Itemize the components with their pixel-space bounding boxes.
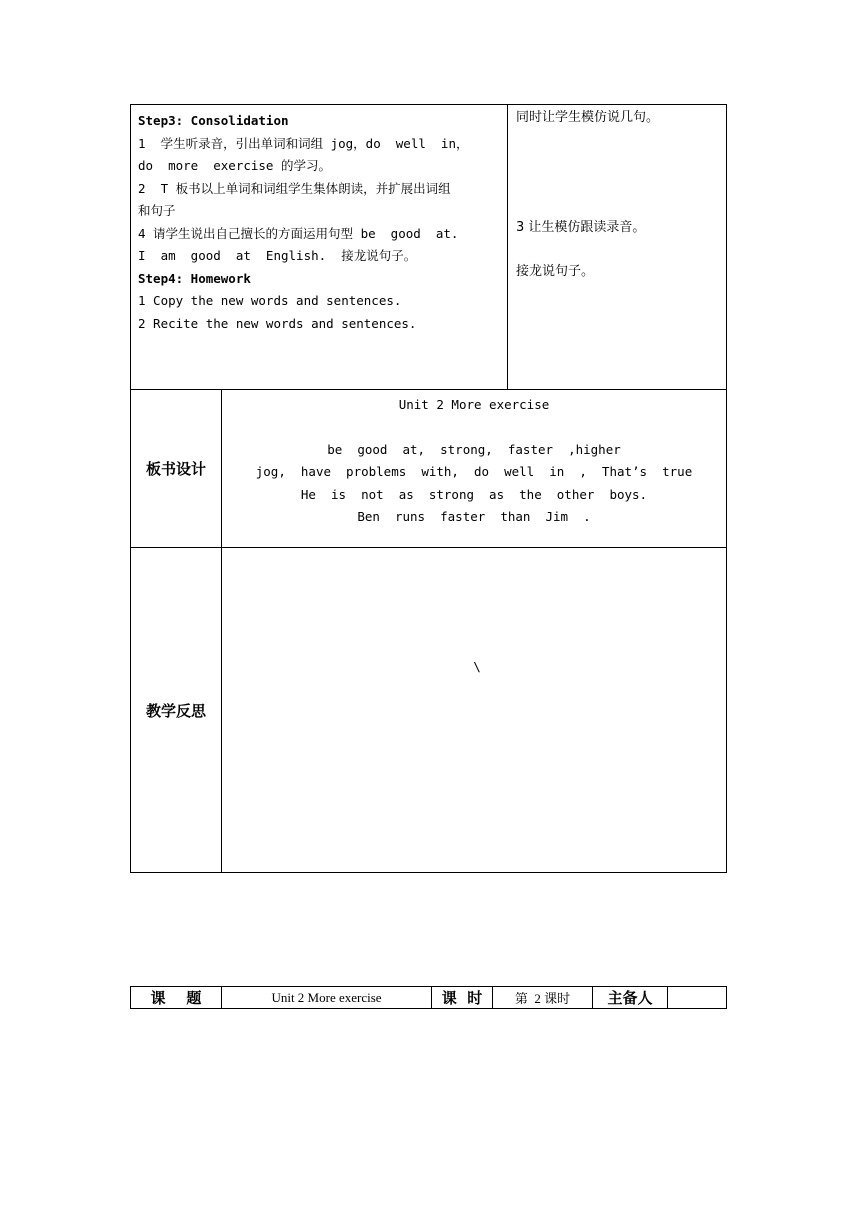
board-line: Ben runs faster than Jim . [357,509,591,524]
procedure-line: 1 学生听录音，引出单词和词组 jog，do well in， [138,135,469,151]
note-3: 接龙说句子。 [516,264,595,279]
reflection-cell [222,548,727,873]
reflection-mark: \ [473,659,481,674]
board-line: He is not as strong as the other boys. [300,486,648,502]
procedure-line: do more exercise 的学习。 [138,158,331,173]
procedure-line: I am good at English. 接龙说句子。 [138,248,417,263]
homework-line: 1 Copy the new words and sentences. [138,293,402,308]
procedure-cell [131,105,508,390]
homework-line: 2 Recite the new words and sentences. [138,315,417,331]
author-value [668,987,727,1009]
board-line: be good at, strong, faster ,higher [327,441,621,457]
procedure-line: 2 T 板书以上单词和词组学生集体朗读，并扩展出词组 [138,180,451,196]
topic-label: 课 题 [131,987,222,1009]
notes-cell [508,105,727,390]
procedure-line: 4 请学生说出自己擅长的方面运用句型 be good at. [138,225,459,241]
board-design-cell [222,390,727,548]
reflection-label: 教学反思 [131,548,222,873]
period-label: 课 时 [432,987,493,1009]
lesson-header-table [130,986,727,1009]
step3-title: Step3: Consolidation [138,113,289,128]
topic-value: Unit 2 More exercise [222,987,432,1009]
period-value: 第 2 课时 [493,987,593,1009]
board-title: Unit 2 More exercise [398,397,550,412]
note-1: 同时让学生模仿说几句。 [516,110,660,125]
procedure-line: 和句子 [138,203,176,218]
note-2: 3 让生模仿跟读录音。 [516,220,646,235]
board-design-label: 板书设计 [131,390,222,548]
author-label: 主备人 [593,987,668,1009]
step4-title: Step4: Homework [138,270,251,286]
board-line: jog, have problems with, do well in , That’s true [255,464,693,479]
lesson-plan-table [130,104,727,873]
